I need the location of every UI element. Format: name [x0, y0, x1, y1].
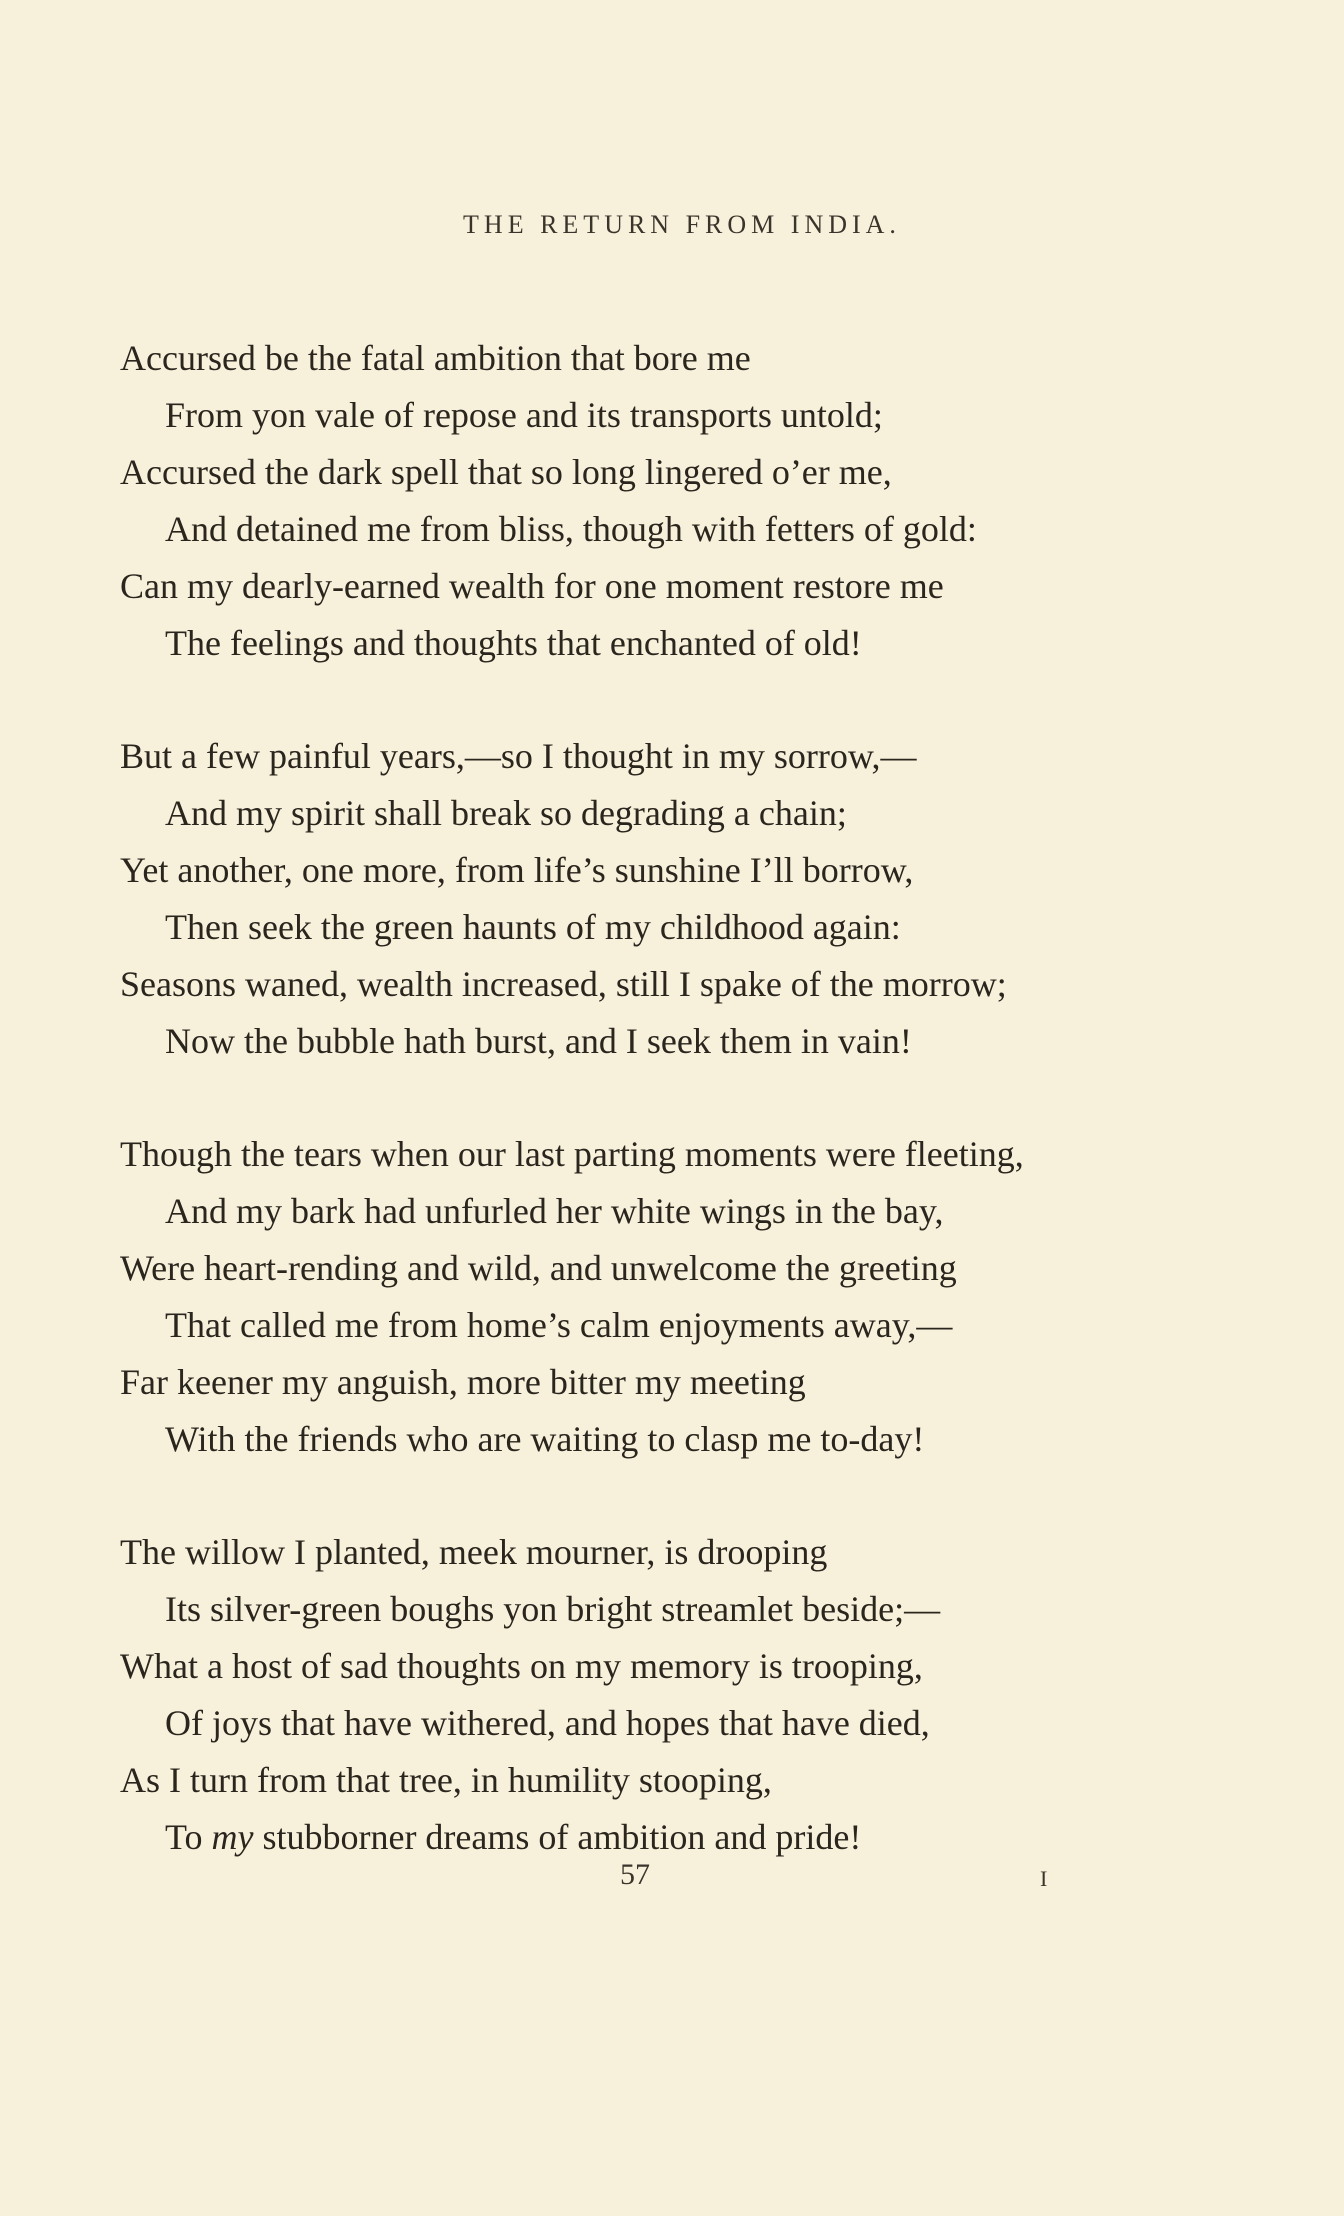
poem-line: Accursed the dark spell that so long lingered o’er me,	[120, 452, 892, 492]
poem-line: That called me from home’s calm enjoyments away,—	[165, 1305, 953, 1345]
emphasized-word: my	[211, 1817, 254, 1857]
poem-line: Can my dearly-earned wealth for one moment restore me	[120, 566, 944, 606]
poem-line: Accursed be the fatal ambition that bore me	[120, 338, 751, 378]
poem-line-final	[120, 1809, 1340, 1866]
poem-line: And detained me from bliss, though with fetters of gold:	[165, 509, 977, 549]
poem-line: Far keener my anguish, more bitter my meeting	[120, 1362, 806, 1402]
poem-line: Yet another, one more, from life’s sunshine I’ll borrow,	[120, 850, 914, 890]
poem-line: The willow I planted, meek mourner, is drooping	[120, 1532, 828, 1572]
poem-line: As I turn from that tree, in humility stooping,	[120, 1760, 772, 1800]
poem-line: With the friends who are waiting to clasp me to-day!	[165, 1419, 925, 1459]
signature-mark: I	[1040, 1866, 1048, 1891]
stanza-2	[120, 728, 1340, 1070]
stanza-3	[120, 1126, 1340, 1468]
poem-line: Though the tears when our last parting moments were fleeting,	[120, 1134, 1024, 1174]
poem-line: The feelings and thoughts that enchanted of old!	[165, 623, 862, 663]
poem-line: And my spirit shall break so degrading a chain;	[165, 793, 847, 833]
poem-line: Its silver-green boughs yon bright streamlet beside;—	[165, 1589, 941, 1629]
poem-body	[120, 330, 1340, 1866]
stanza-4	[120, 1524, 1340, 1866]
poem-line: Then seek the green haunts of my childhood again:	[165, 907, 901, 947]
poem-line: From yon vale of repose and its transports untold;	[165, 395, 883, 435]
poem-line: Of joys that have withered, and hopes that have died,	[165, 1703, 930, 1743]
poem-line: What a host of sad thoughts on my memory is trooping,	[120, 1646, 923, 1686]
poem-line: Were heart-rending and wild, and unwelcome the greeting	[120, 1248, 957, 1288]
stanza-1	[120, 330, 1340, 672]
page-number: 57	[620, 1858, 650, 1891]
poem-line: Now the bubble hath burst, and I seek them in vain!	[165, 1021, 912, 1061]
running-title: THE RETURN FROM INDIA.	[463, 210, 901, 239]
poem-line: And my bark had unfurled her white wings in the bay,	[165, 1191, 944, 1231]
final-line-start: To	[165, 1817, 212, 1857]
poem-line: But a few painful years,—so I thought in my sorrow,—	[120, 736, 917, 776]
poem-line: Seasons waned, wealth increased, still I spake of the morrow;	[120, 964, 1007, 1004]
final-line-end: stubborner dreams of ambition and pride!	[253, 1817, 862, 1857]
